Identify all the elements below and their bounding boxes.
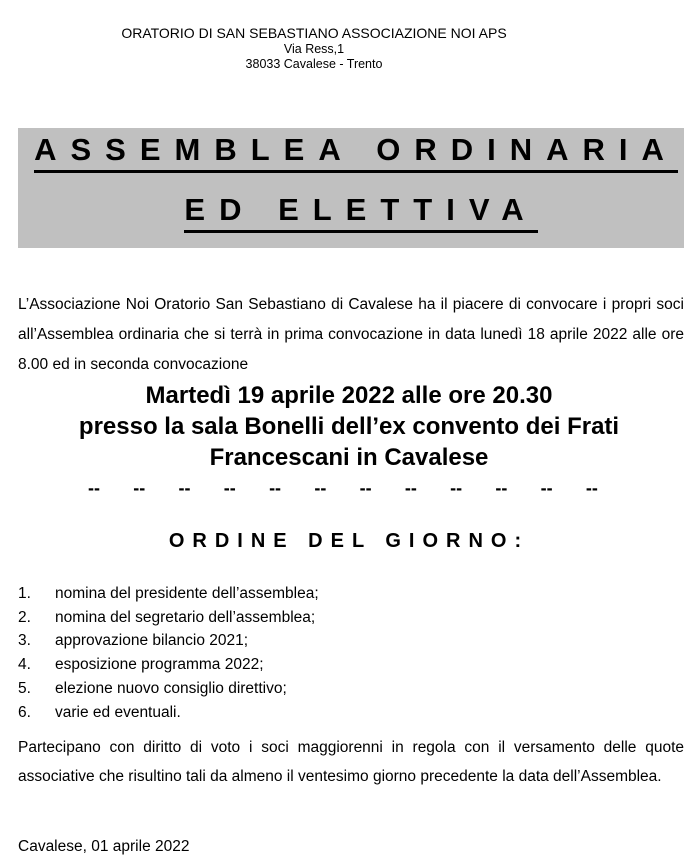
dash: -- bbox=[133, 478, 146, 498]
agenda-item bbox=[18, 653, 678, 677]
title-line-1-text: ASSEMBLEA ORDINARIA bbox=[34, 132, 678, 173]
dash: -- bbox=[178, 478, 191, 498]
address bbox=[0, 42, 663, 72]
agenda-item bbox=[18, 606, 678, 630]
title-line-1 bbox=[23, 132, 689, 168]
closing-paragraph: Partecipano con diritto di voto i soci maggiorenni in regola con il versamento delle quote associative che risultino tali da almeno il ventesimo giorno precedente la data dell’Assemblea. bbox=[18, 739, 684, 785]
agenda-item-text: varie ed eventuali. bbox=[55, 703, 181, 721]
agenda-item bbox=[18, 677, 678, 701]
agenda-item bbox=[18, 582, 678, 606]
dash: -- bbox=[404, 478, 417, 498]
dash-separator bbox=[88, 478, 598, 499]
agenda-item-text: elezione nuovo consiglio direttivo; bbox=[55, 679, 287, 697]
agenda-item bbox=[18, 701, 678, 725]
city-address: 38033 Cavalese - Trento bbox=[245, 57, 383, 71]
event-city: Francescani in Cavalese bbox=[209, 444, 489, 471]
dash: -- bbox=[269, 478, 282, 498]
agenda-item-number: 2. bbox=[18, 608, 31, 626]
street-address: Via Ress,1 bbox=[283, 42, 345, 56]
dash: -- bbox=[540, 478, 553, 498]
dash: -- bbox=[495, 478, 508, 498]
dash: -- bbox=[223, 478, 236, 498]
agenda-heading: ORDINE DEL GIORNO: bbox=[168, 530, 530, 552]
intro-paragraph: L’Associazione Noi Oratorio San Sebastiano di Cavalese ha il piacere di convocare i propri soci all’Assemblea ordinaria che si terrà in prima convocazione in data lunedì 18 aprile 2022 alle ore 8.00 ed in seconda convocazione bbox=[18, 296, 684, 373]
agenda-item-number: 5. bbox=[18, 679, 31, 697]
agenda-item-number: 4. bbox=[18, 656, 31, 674]
agenda-item-text: nomina del presidente dell’assemblea; bbox=[55, 585, 319, 602]
dash: -- bbox=[88, 478, 100, 498]
agenda-item-number: 3. bbox=[18, 632, 31, 650]
agenda-item-text: approvazione bilancio 2021; bbox=[55, 632, 249, 650]
event-location: presso la sala Bonelli dell’ex convento dei Frati bbox=[78, 413, 620, 440]
title-banner bbox=[18, 128, 684, 248]
title-line-2 bbox=[28, 192, 694, 228]
event-details bbox=[0, 380, 698, 473]
document-date: Cavalese, 01 aprile 2022 bbox=[18, 838, 190, 855]
title-line-2-text: ED ELETTIVA bbox=[184, 192, 537, 233]
dash: -- bbox=[359, 478, 372, 498]
agenda-item-number: 1. bbox=[18, 585, 31, 602]
agenda-item-number: 6. bbox=[18, 703, 31, 721]
organization-name: ORATORIO DI SAN SEBASTIANO ASSOCIAZIONE NOI APS bbox=[121, 25, 507, 41]
dash: -- bbox=[314, 478, 327, 498]
agenda-item bbox=[18, 629, 678, 653]
dash: -- bbox=[585, 478, 598, 498]
event-date: Martedì 19 aprile 2022 alle ore 20.30 bbox=[145, 382, 553, 409]
dash: -- bbox=[450, 478, 463, 498]
agenda-item-text: nomina del segretario dell’assemblea; bbox=[55, 608, 316, 626]
agenda-item-text: esposizione programma 2022; bbox=[55, 656, 264, 674]
agenda-list bbox=[18, 582, 678, 724]
